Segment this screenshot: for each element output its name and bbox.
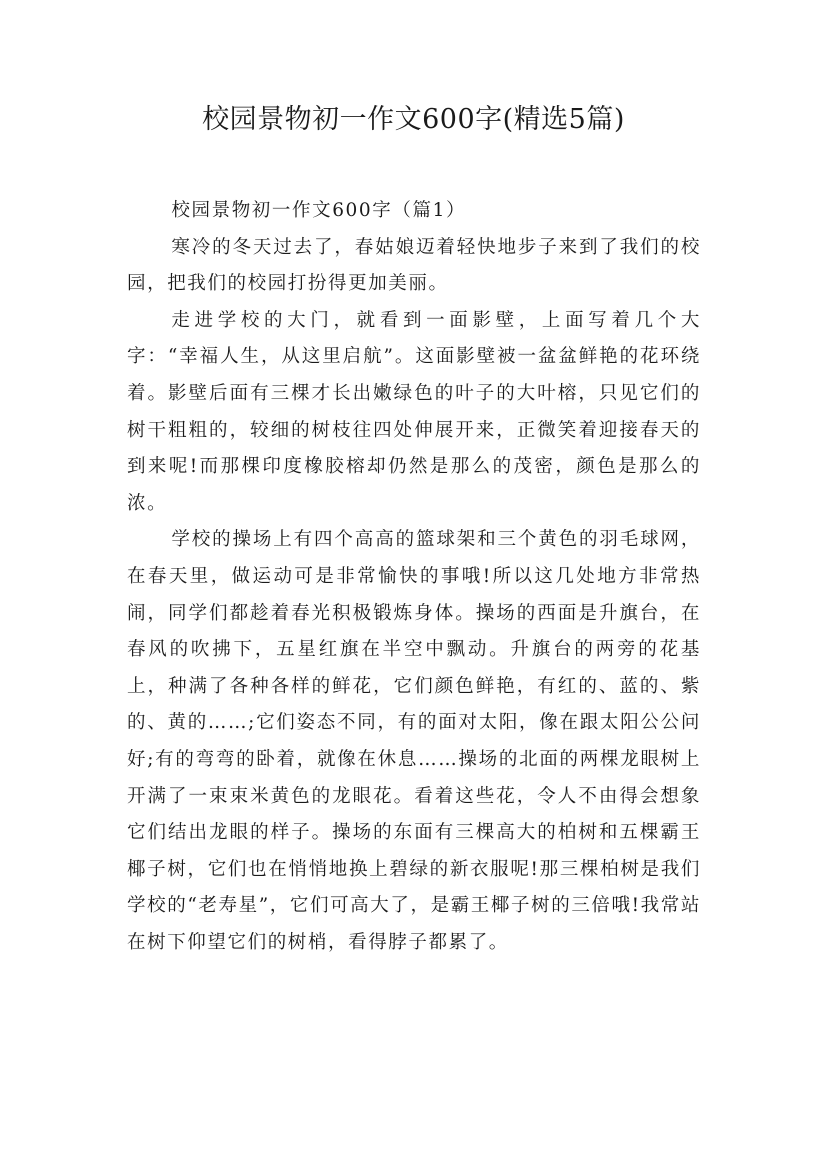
paragraph: 学校的操场上有四个高高的篮球架和三个黄色的羽毛球网，在春天里，做运动可是非常愉快的事哦!所以这几处地方非常热闹，同学们都趁着春光积极锻炼身体。操场的西面是升旗台，在春风的吹拂下，五星红旗在半空中飘动。升旗台的两旁的花基上，种满了各种各样的鲜花，它们颜色鲜艳，有红的、蓝的、紫的、黄的……;它们姿态不同，有的面对太阳，像在跟太阳公公问好;有的弯弯的卧着，就像在休息……操场的北面的两棵龙眼树上开满了一束束米黄色的龙眼花。看着这些花，令人不由得会想象它们结出龙眼的样子。操场的东面有三棵高大的柏树和五棵霸王椰子树，它们也在悄悄地换上碧绿的新衣服呢!那三棵柏树是我们学校的“老寿星”，它们可高大了，是霸王椰子树的三倍哦!我常站在树下仰望它们的树梢，看得脖子都累了。 [127,529,701,953]
document-body [127,193,701,961]
paragraph: 寒冷的冬天过去了，春姑娘迈着轻快地步子来到了我们的校园，把我们的校园打扮得更加美丽。 [127,236,701,295]
section-heading: 校园景物初一作文600字（篇1） [171,200,467,221]
paragraph: 走进学校的大门，就看到一面影壁，上面写着几个大字：“幸福人生，从这里启航”。这面影壁被一盆盆鲜艳的花环绕着。影壁后面有三棵才长出嫩绿色的叶子的大叶榕，只见它们的树干粗粗的，较细的树枝往四处伸展开来，正微笑着迎接春天的到来呢!而那棵印度橡胶榕却仍然是那么的茂密，颜色是那么的浓。 [127,309,701,514]
document-title: 校园景物初一作文600字(精选5篇) [202,104,625,135]
